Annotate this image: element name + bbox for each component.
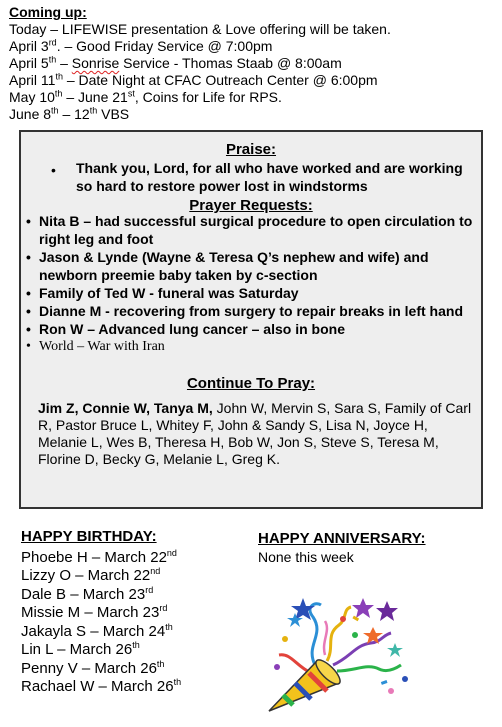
birthday-item: [21, 604, 251, 623]
praise-heading: Praise:: [225, 141, 277, 158]
birthday-item: [21, 549, 251, 568]
ordinal-suffix: th: [173, 677, 182, 687]
ordinal-suffix: th: [55, 71, 63, 82]
birthday-name: Penny V – March 26: [21, 659, 157, 677]
event-text: . – Good Friday Service @ 7:00pm: [56, 38, 273, 54]
birthday-section: [21, 528, 251, 697]
prayer-request-item: [26, 212, 479, 248]
prayer-request-item: [26, 338, 479, 356]
ordinal-suffix: rd: [159, 603, 168, 613]
birthday-heading: HAPPY BIRTHDAY:: [21, 528, 157, 545]
ordinal-suffix: nd: [150, 566, 161, 576]
coming-up-heading: Coming up:: [9, 4, 87, 20]
event-text: VBS: [97, 106, 130, 122]
anniversary-text: None this week: [258, 549, 354, 565]
bullet: •: [51, 162, 56, 178]
prayer-request-text: Family of Ted W - funeral was Saturday: [39, 285, 299, 301]
event-date: April 11: [9, 72, 56, 88]
prayer-request-text: Ron W – Advanced lung cancer – also in bone: [39, 321, 345, 337]
bullet: •: [26, 339, 31, 354]
birthday-name: Dale B – March 23: [21, 585, 146, 603]
event-text: , Coins for Life for RPS.: [134, 89, 282, 105]
prayer-box: [19, 130, 483, 509]
ordinal-suffix: st: [127, 88, 135, 99]
ordinal-suffix: th: [132, 640, 140, 650]
birthday-item: [21, 623, 251, 642]
continue-to-pray-heading: Continue To Pray:: [186, 375, 316, 392]
event-text: Today – LIFEWISE presentation & Love offering will be taken.: [9, 21, 391, 37]
birthday-name: Rachael W – March 26: [21, 678, 174, 695]
anniversary-section: [258, 530, 488, 566]
coming-up-item: [9, 55, 497, 72]
coming-up-item: [9, 72, 497, 89]
event-date: June 8: [9, 106, 52, 122]
coming-up-item: [9, 38, 497, 55]
prayer-request-item: [26, 248, 479, 284]
anniversary-heading: HAPPY ANNIVERSARY:: [258, 530, 426, 547]
birthday-item: [21, 678, 251, 697]
prayer-request-item: [26, 302, 479, 320]
event-date: April 5: [9, 55, 49, 71]
prayer-request-text: Nita B – had successful surgical procedure to open circulation to right leg and foot: [39, 213, 473, 247]
birthday-name: Jakayla S – March 24: [21, 622, 166, 640]
prayer-requests-heading: Prayer Requests:: [189, 197, 313, 214]
bullet: •: [26, 321, 31, 337]
birthday-name: Phoebe H – March 22: [21, 548, 167, 566]
birthday-name: Lin L – March 26: [21, 641, 133, 658]
ordinal-suffix: th: [51, 105, 59, 116]
birthday-name: Missie M – March 23: [21, 604, 160, 621]
coming-up-item: [9, 106, 497, 123]
ordinal-suffix: th: [89, 105, 98, 116]
coming-up-item: [9, 21, 497, 38]
event-text: – June 21: [62, 89, 128, 105]
bullet: •: [26, 303, 31, 319]
ordinal-suffix: th: [165, 621, 173, 632]
bullet: •: [26, 249, 31, 265]
birthday-item: [21, 567, 251, 586]
bold-names: Jim Z, Connie W, Tanya M,: [38, 400, 213, 416]
bullet: •: [26, 285, 31, 301]
names: John W, Mervin S, Sara S, Family of Carl R, Pastor Bruce L, Whitey F, John & Sandy S, Lisa N, Joyce H, Melanie L, Wes B, Theresa H, Bob W, Jon S, Steve S, Teresa M, Florine D, Becky G, Melanie L, Greg K.: [38, 400, 472, 467]
bullet: •: [26, 213, 31, 229]
prayer-request-item: [26, 320, 479, 338]
party-popper-icon: [255, 595, 425, 720]
prayer-request-list: [26, 212, 479, 356]
misspelled-word: Sonrise: [71, 55, 120, 71]
prayer-request-item: [26, 284, 479, 302]
birthday-item: [21, 586, 251, 605]
birthday-name: Lizzy O – March 22: [21, 567, 151, 584]
coming-up-section: [9, 4, 497, 123]
ordinal-suffix: th: [156, 658, 165, 669]
birthday-item: [21, 641, 251, 660]
birthday-item: [21, 660, 251, 679]
prayer-request-text: Dianne M - recovering from surgery to repair breaks in left hand: [39, 303, 463, 319]
event-date: April 3: [9, 38, 49, 54]
ordinal-suffix: th: [54, 88, 63, 99]
ordinal-suffix: nd: [166, 547, 177, 558]
coming-up-item: [9, 89, 497, 106]
prayer-request-text: Jason & Lynde (Wayne & Teresa Q’s nephew and wife) and newborn preemie baby taken by c-section: [39, 249, 429, 283]
event-text: – Date Night at CFAC Outreach Center @ 6:00pm: [62, 72, 378, 88]
ordinal-suffix: rd: [145, 584, 154, 595]
event-date: May 10: [9, 89, 55, 105]
ordinal-suffix: th: [48, 54, 57, 65]
continue-to-pray-list: [38, 400, 478, 468]
event-text: – 12: [58, 106, 90, 122]
praise-text: Thank you, Lord, for all who have worked and are working so hard to restore power lost in windstorms: [76, 160, 463, 194]
event-text: Service - Thomas Staab @ 8:00am: [119, 55, 342, 71]
prayer-request-text: World – War with Iran: [39, 339, 165, 354]
event-text: –: [56, 55, 72, 71]
ordinal-suffix: rd: [48, 37, 57, 48]
